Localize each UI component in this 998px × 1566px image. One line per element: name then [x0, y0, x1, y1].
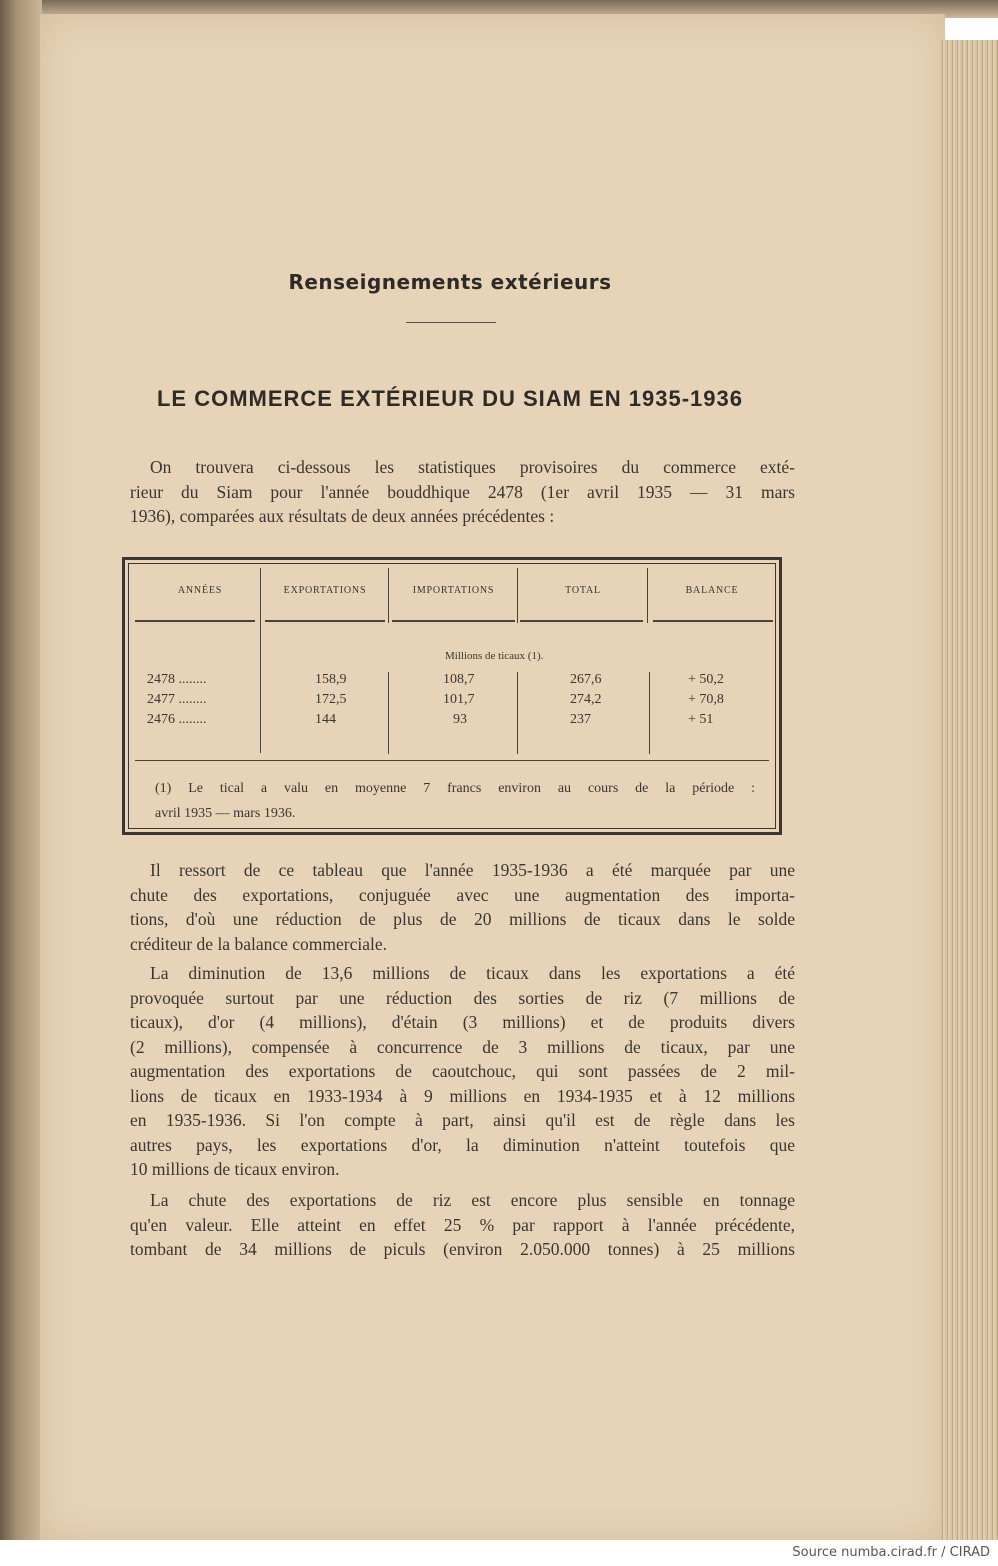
text-line: rieur du Siam pour l'année bouddhique 2478 (1er avril 1935 — 31 mars: [130, 481, 795, 502]
cell-exports: 172,5: [315, 692, 347, 707]
text-line: 10 millions de ticaux environ.: [130, 1159, 340, 1179]
text-line: (1) Le tical a valu en moyenne 7 francs environ au cours de la période :: [155, 781, 755, 796]
text-line: ticaux), d'or (4 millions), d'étain (3 millions) et de produits divers: [130, 1012, 795, 1032]
cell-year: 2476 ........: [147, 712, 207, 727]
cell-exports: 158,9: [315, 672, 347, 687]
cell-balance: + 70,8: [688, 692, 724, 707]
text-line: Il ressort de ce tableau que l'année 1935-1936 a été marquée par une: [150, 860, 795, 880]
text-line: en 1935-1936. Si l'on compte à part, ainsi qu'il est de règle dans les: [130, 1110, 795, 1130]
cell-balance: + 50,2: [688, 672, 724, 687]
paragraph-2: [130, 961, 795, 1182]
unit-label: Millions de ticaux (1).: [445, 650, 544, 662]
table-footnote: [155, 778, 755, 824]
text-line: tombant de 34 millions de piculs (environ 2.050.000 tonnes) à 25 millions: [130, 1239, 795, 1259]
text-line: lions de ticaux en 1933-1934 à 9 millions en 1934-1935 et à 12 millions: [130, 1085, 795, 1106]
cell-exports: 144: [315, 712, 336, 727]
text-line: On trouvera ci-dessous les statistiques provisoires du commerce exté-: [150, 457, 795, 477]
paragraph-3: [130, 1188, 795, 1262]
trade-table: [122, 557, 782, 835]
text-line: provoquée surtout par une réduction des sorties de riz (7 millions de: [130, 987, 795, 1008]
col-header-total: TOTAL: [565, 585, 601, 596]
cell-total: 267,6: [570, 672, 602, 687]
text-line: avril 1935 — mars 1936.: [155, 805, 296, 821]
page-edges: [940, 40, 998, 1540]
article-heading: LE COMMERCE EXTÉRIEUR DU SIAM EN 1935-1936: [156, 386, 744, 411]
cell-balance: + 51: [688, 712, 714, 727]
cell-year: 2478 ........: [147, 672, 207, 687]
col-header-balance: BALANCE: [685, 585, 739, 596]
col-header-importations: IMPORTATIONS: [412, 585, 495, 596]
cell-imports: 108,7: [443, 672, 475, 687]
cell-imports: 93: [453, 712, 467, 727]
section-title: Renseignements extérieurs: [288, 270, 612, 294]
text-line: (2 millions), compensée à concurrence de 3 millions de ticaux, par une: [130, 1036, 795, 1057]
source-credit: Source numba.cirad.fr / CIRAD: [792, 1545, 990, 1560]
cell-imports: 101,7: [443, 692, 475, 707]
cell-total: 237: [570, 712, 591, 727]
col-header-exportations: EXPORTATIONS: [283, 585, 367, 596]
text-line: autres pays, les exportations d'or, la diminution n'atteint toutefois que: [130, 1134, 795, 1155]
text-line: La diminution de 13,6 millions de ticaux dans les exportations a été: [150, 963, 795, 983]
text-line: qu'en valeur. Elle atteint en effet 25 % par rapport à l'année précédente,: [130, 1214, 795, 1235]
cell-year: 2477 ........: [147, 692, 207, 707]
text-line: chute des exportations, conjuguée avec une augmentation des importa-: [130, 884, 795, 905]
paragraph-1: [130, 858, 795, 956]
text-line: 1936), comparées aux résultats de deux années précédentes :: [130, 506, 555, 526]
text-line: augmentation des exportations de caoutchouc, qui sont passées de 2 mil-: [130, 1061, 795, 1081]
title-rule: [406, 322, 496, 323]
col-header-annees: ANNÉES: [177, 585, 223, 596]
cell-total: 274,2: [570, 692, 602, 707]
text-line: tions, d'où une réduction de plus de 20 millions de ticaux dans le solde: [130, 909, 795, 929]
book-binding: [0, 0, 42, 1540]
intro-paragraph: [130, 455, 795, 529]
text-line: La chute des exportations de riz est encore plus sensible en tonnage: [150, 1190, 795, 1210]
text-line: créditeur de la balance commerciale.: [130, 933, 387, 954]
